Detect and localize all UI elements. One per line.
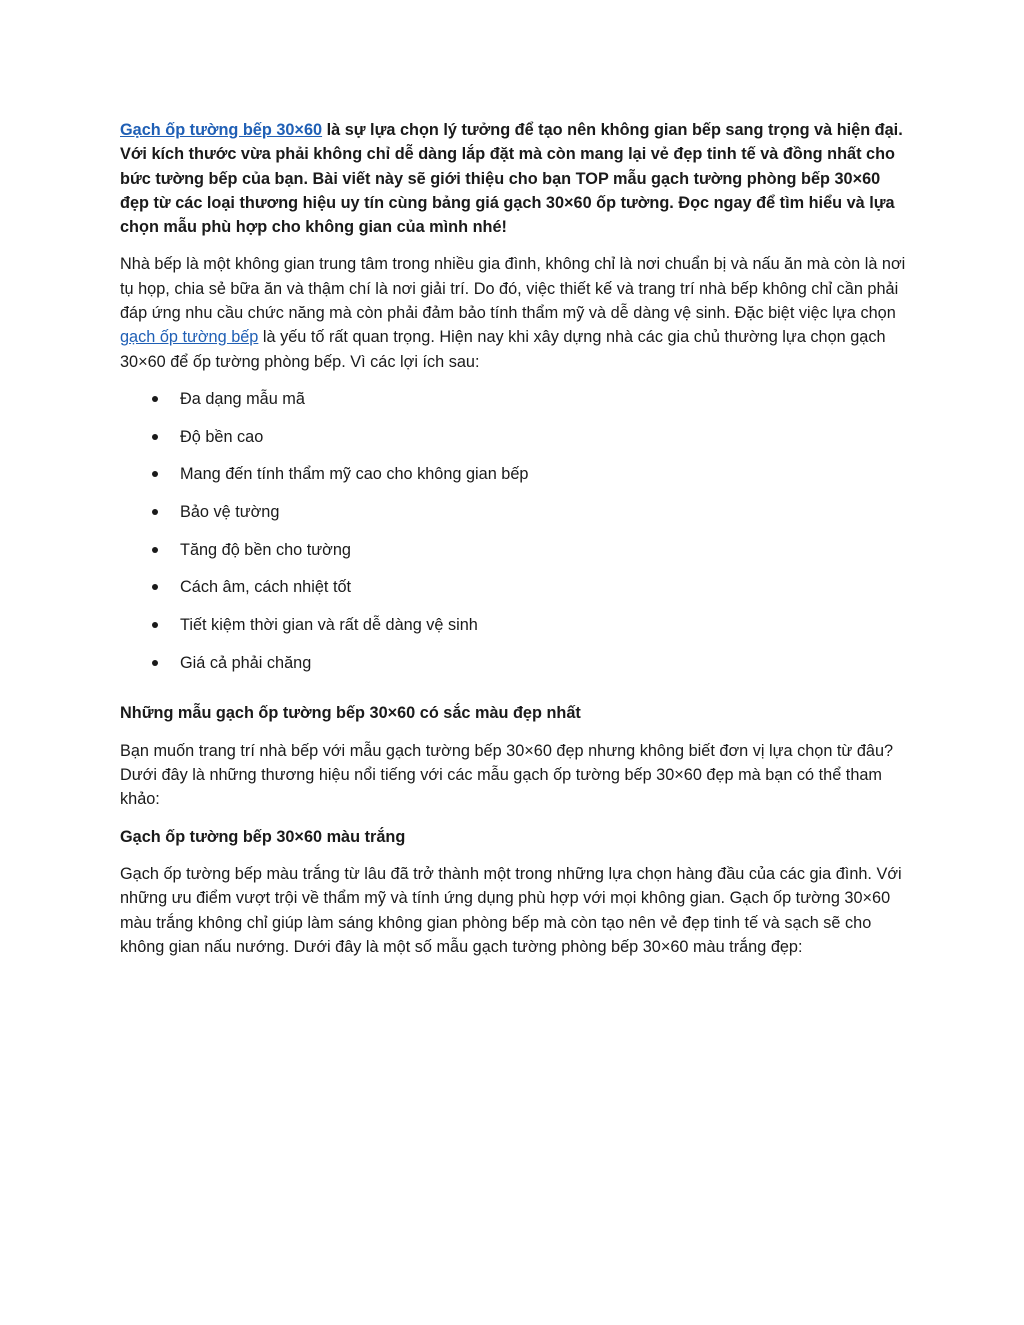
intro-paragraph (120, 118, 910, 239)
list-item-text: Bảo vệ tường (180, 503, 280, 522)
list-item-text: Đa dạng mẫu mã (180, 389, 305, 408)
list-item-text: Cách âm, cách nhiệt tốt (180, 578, 352, 597)
list-item (120, 575, 910, 613)
bullet-icon (152, 396, 158, 402)
bullet-icon (152, 471, 158, 477)
bullet-icon (152, 547, 158, 553)
paragraph-white-tiles: Gạch ốp tường bếp màu trắng từ lâu đã trở thành một trong những lựa chọn hàng đầu của các gia đình. Với những ưu điểm vượt trội về thẩm mỹ và tính ứng dụng phù hợp với mọi không gian. Gạch ốp tường 30×60 màu trắng không chỉ giúp làm sáng không gian phòng bếp mà còn tạo nên vẻ đẹp tinh tế và sạch sẽ cho không gian nấu nướng. Dưới đây là một số mẫu gạch tường phòng bếp 30×60 màu trắng đẹp: (120, 864, 902, 956)
list-item-text: Độ bền cao (180, 427, 264, 446)
bullet-icon (152, 622, 158, 628)
list-item (120, 425, 910, 463)
section-heading-white-tiles: Gạch ốp tường bếp 30×60 màu trắng (120, 827, 406, 846)
section-heading-best-colors: Những mẫu gạch ốp tường bếp 30×60 có sắc màu đẹp nhất (120, 704, 581, 723)
bullet-icon (152, 509, 158, 515)
list-item (120, 387, 910, 425)
list-item-text: Mang đến tính thẩm mỹ cao cho không gian bếp (180, 465, 529, 484)
paragraph1-text-after: là yếu tố rất quan trọng. Hiện nay khi xây dựng nhà các gia chủ thường lựa chọn gạch 30×60 để ốp tường phòng bếp. Vì các lợi ích sau: (120, 328, 886, 371)
list-item (120, 462, 910, 500)
list-item (120, 613, 910, 651)
list-item (120, 500, 910, 538)
paragraph1-text-before: Nhà bếp là một không gian trung tâm trong nhiều gia đình, không chỉ là nơi chuẩn bị và nấu ăn mà còn là nơi tụ họp, chia sẻ bữa ăn và thậm chí là nơi giải trí. Do đó, việc thiết kế và trang trí nhà bếp không chỉ cần phải đáp ứng nhu cầu chức năng mà còn phải đảm bảo tính thẩm mỹ và dễ dàng vệ sinh. Đặc biệt việc lựa chọn (120, 255, 906, 323)
list-item (120, 538, 910, 576)
intro-link[interactable]: Gạch ốp tường bếp 30×60 (120, 121, 323, 139)
bullet-icon (152, 584, 158, 590)
intro-text: là sự lựa chọn lý tưởng để tạo nên không gian bếp sang trọng và hiện đại. Với kích thước vừa phải không chỉ dễ dàng lắp đặt mà còn mang lại vẻ đẹp tinh tế và đồng nhất cho bức tường bếp của bạn. Bài viết này sẽ giới thiệu cho bạn TOP mẫu gạch tường phòng bếp 30×60 đẹp từ các loại thương hiệu uy tín cùng bảng giá gạch 30×60 ốp tường. Đọc ngay để tìm hiểu và lựa chọn mẫu phù hợp cho không gian của mình nhé! (120, 121, 903, 237)
wall-tile-link[interactable]: gạch ốp tường bếp (120, 328, 259, 347)
list-item (120, 651, 910, 689)
list-item-text: Tăng độ bền cho tường (180, 540, 351, 559)
paragraph-kitchen-importance (120, 252, 910, 373)
bullet-icon (152, 660, 158, 666)
list-item-text: Giá cả phải chăng (180, 653, 312, 672)
benefits-list (120, 387, 910, 689)
bullet-icon (152, 434, 158, 440)
list-item-text: Tiết kiệm thời gian và rất dễ dàng vệ sinh (180, 616, 478, 635)
paragraph-brands: Bạn muốn trang trí nhà bếp với mẫu gạch tường bếp 30×60 đẹp nhưng không biết đơn vị lựa chọn từ đâu? Dưới đây là những thương hiệu nổi tiếng với các mẫu gạch ốp tường bếp 30×60 đẹp mà bạn có thể tham khảo: (120, 741, 894, 809)
document-page (120, 118, 910, 972)
